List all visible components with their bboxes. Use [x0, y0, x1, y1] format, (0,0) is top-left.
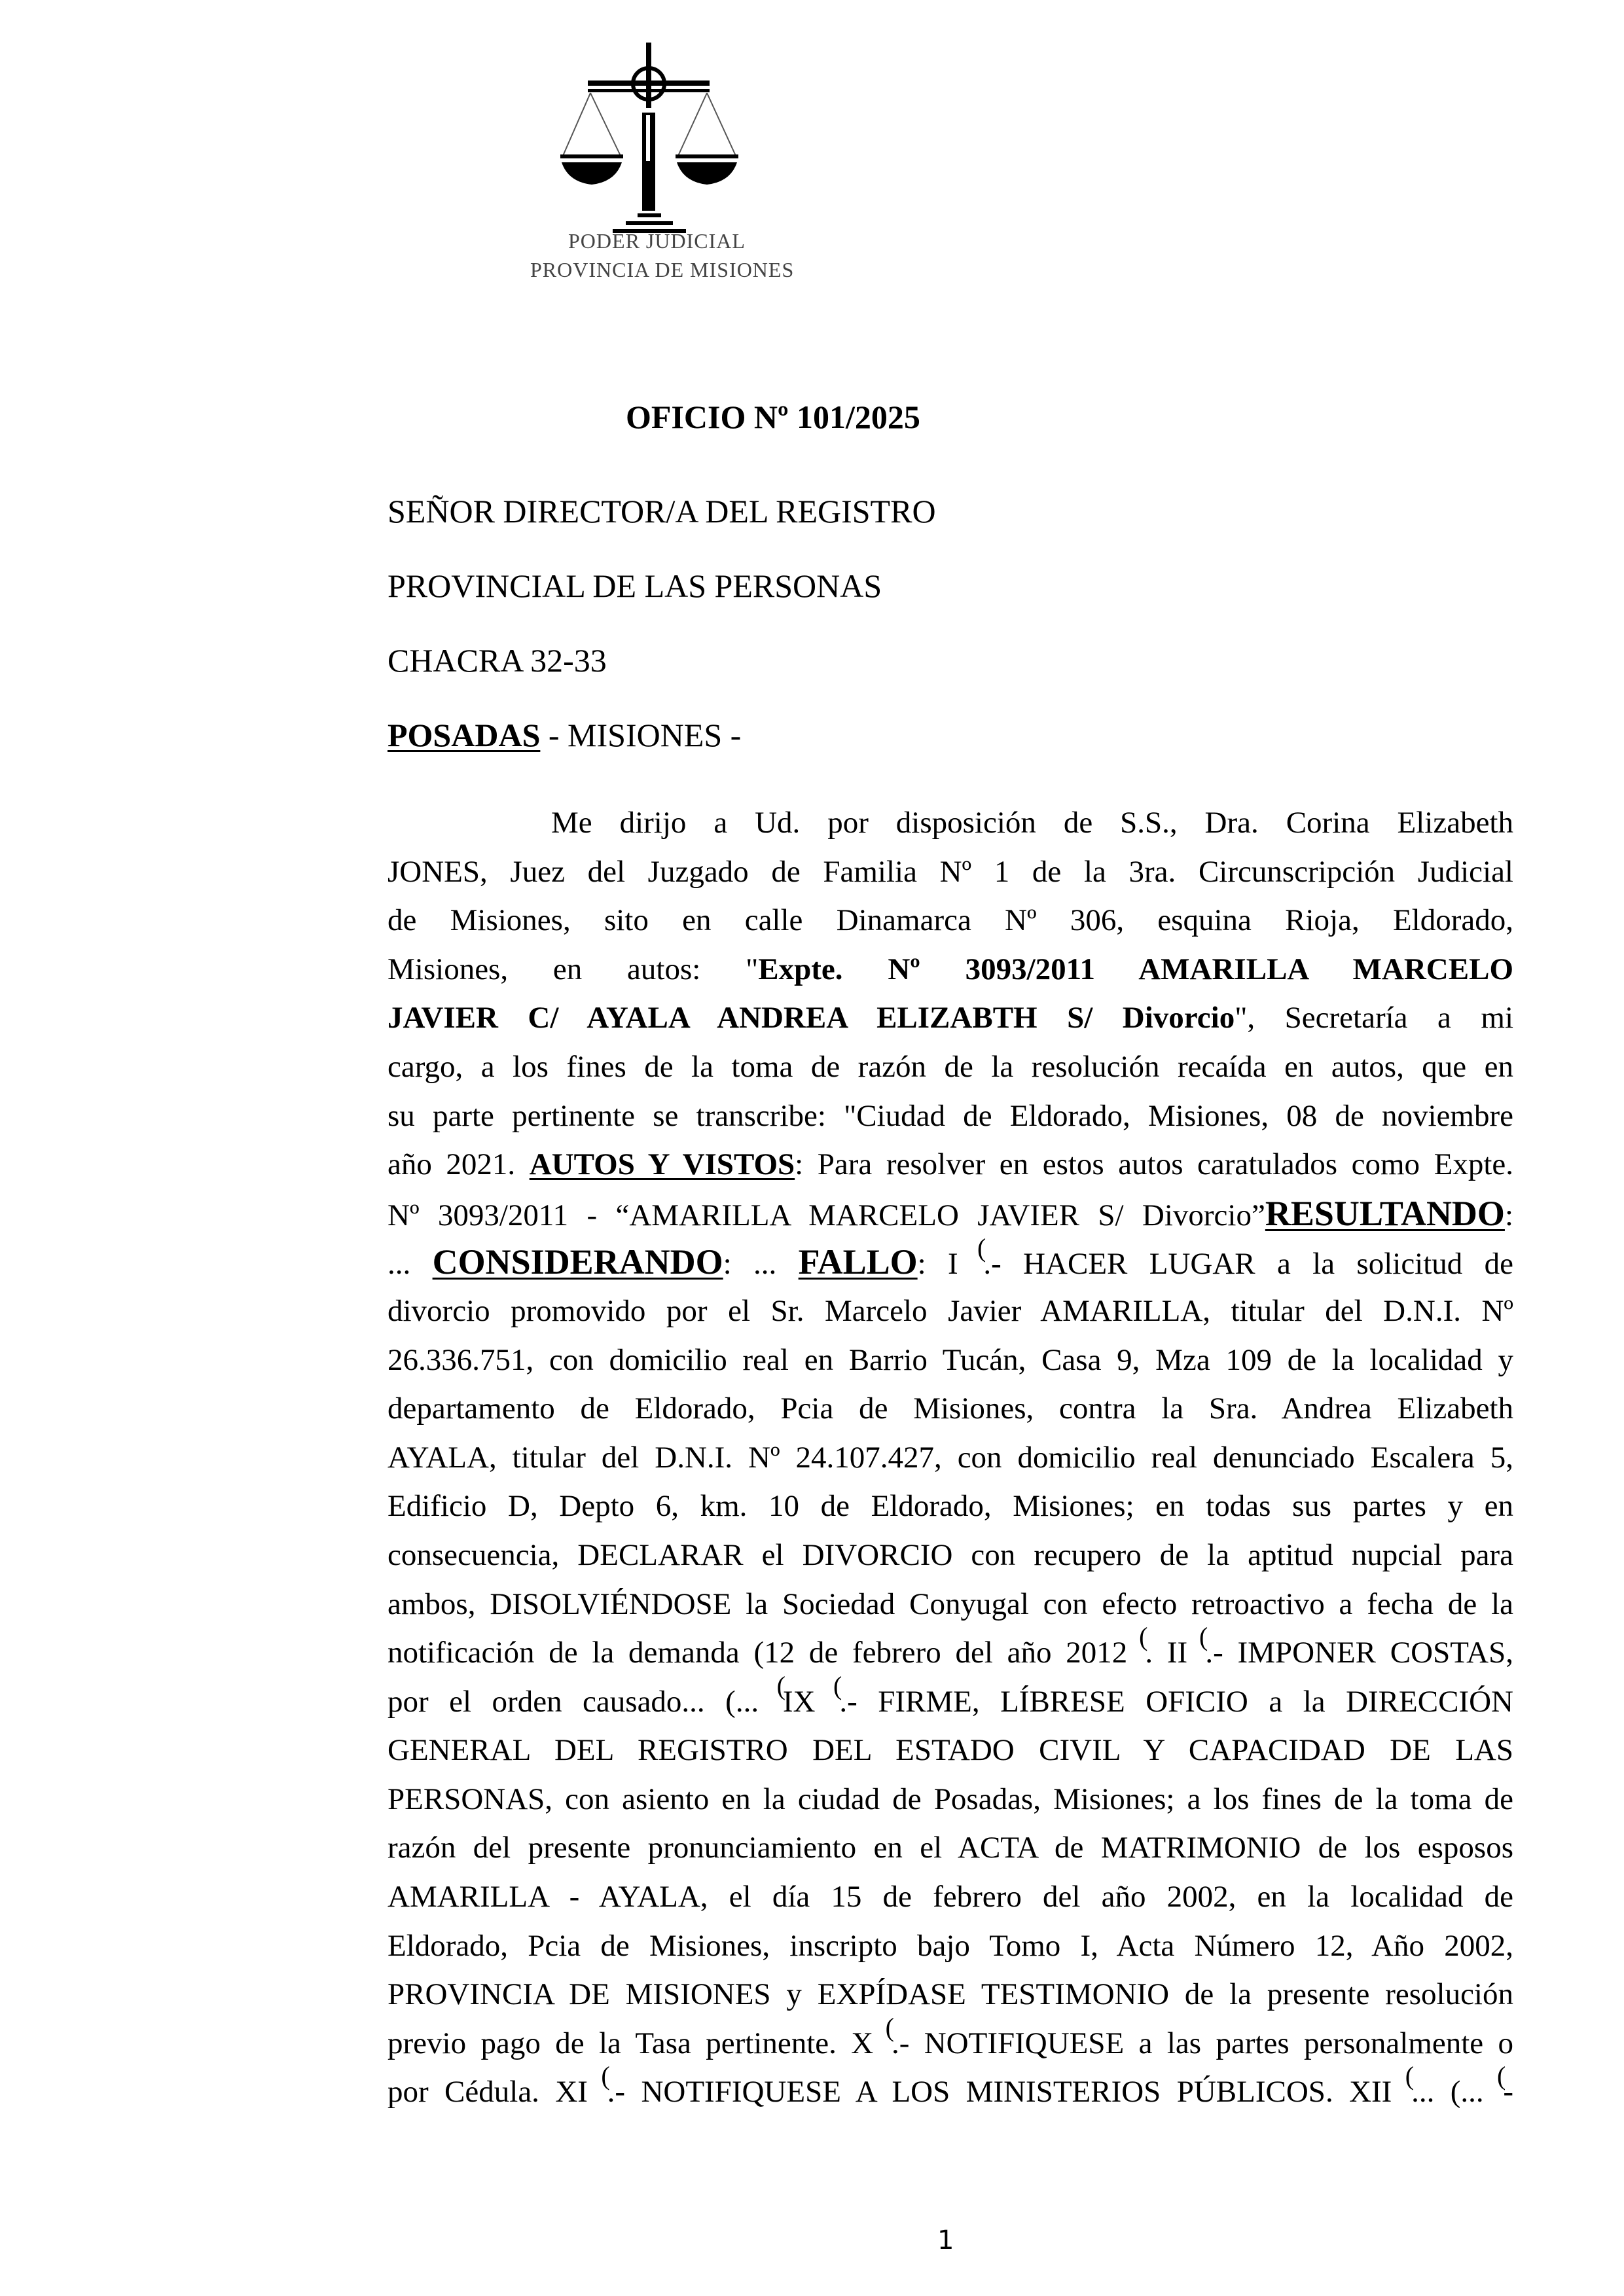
body-text: .- HACER LUGAR a la solicitud de: [983, 1247, 1513, 1282]
recipient-line-3: CHACRA 32-33: [388, 642, 607, 679]
body-line: su parte pertinente se transcribe: "Ciudad de Eldorado, Misiones, 08 de noviembre: [388, 1098, 1513, 1133]
body-text: .- NOTIFIQUESE A LOS MINISTERIOS PÚBLICOS. XII: [607, 2075, 1408, 2109]
body-text: Nº 3093/2011 - “AMARILLA MARCELO JAVIER S/ Divorcio”: [388, 1198, 1265, 1232]
body-line: divorcio promovido por el Sr. Marcelo Javier AMARILLA, titular del D.N.I. Nº: [388, 1293, 1513, 1328]
body-line: JONES, Juez del Juzgado de Familia Nº 1 de la 3ra. Circunscripción Judicial: [388, 854, 1513, 889]
recipient-city: POSADAS: [388, 717, 541, 753]
body-line: razón del presente pronunciamiento en el ACTA de MATRIMONIO de los esposos: [388, 1831, 1513, 1865]
body-line: de Misiones, sito en calle Dinamarca Nº 306, esquina Rioja, Eldorado,: [388, 903, 1513, 938]
body-text: ... (...: [1411, 2075, 1500, 2109]
court-logo: [504, 39, 805, 288]
case-reference-cont: JAVIER C/ AYALA ANDREA ELIZABTH S/ Divorcio: [388, 1001, 1235, 1035]
recipient-line-2: PROVINCIAL DE LAS PERSONAS: [388, 567, 882, 604]
body-line: [388, 994, 1513, 1043]
body-text: .- FIRME, LÍBRESE OFICIO a la DIRECCIÓN: [839, 1684, 1514, 1719]
body-text: por el orden causado... (...: [388, 1684, 780, 1719]
body-text: : Para resolver en estos autos caratulados como Expte.: [795, 1147, 1513, 1182]
scales-of-justice-icon: [550, 39, 746, 236]
body-text: : ...: [723, 1247, 799, 1282]
body-line: [388, 945, 1513, 994]
body-line: AMARILLA - AYALA, el día 15 de febrero del año 2002, en la localidad de: [388, 1880, 1513, 1914]
recipient-city-line: [388, 716, 741, 754]
body-text: Misiones, en autos: ": [388, 952, 759, 986]
document-body: [388, 798, 1513, 2117]
render-artifact-glyph: (: [776, 1670, 785, 1700]
body-line: [388, 1622, 1513, 1677]
page-number: 1: [937, 2225, 954, 2255]
body-line: 26.336.751, con domicilio real en Barrio Tucán, Casa 9, Mza 109 de la localidad y: [388, 1342, 1513, 1377]
heading-resultando: RESULTANDO: [1265, 1193, 1505, 1233]
body-text: por Cédula. XI: [388, 2075, 604, 2109]
render-artifact-glyph: (: [977, 1233, 986, 1263]
logo-caption-province: PROVINCIA DE MISIONES: [530, 258, 795, 281]
render-artifact-glyph: (: [885, 2012, 894, 2042]
render-artifact-glyph: (: [601, 2061, 610, 2091]
body-line: PERSONAS, con asiento en la ciudad de Posadas, Misiones; a los fines de la toma de: [388, 1782, 1513, 1816]
body-text: ...: [388, 1247, 433, 1282]
body-line: [388, 2012, 1514, 2068]
body-line: ambos, DISOLVIÉNDOSE la Sociedad Conyugal con efecto retroactivo a fecha de la: [388, 1587, 1513, 1621]
body-line: Eldorado, Pcia de Misiones, inscripto bajo Tomo I, Acta Número 12, Año 2002,: [388, 1928, 1513, 1963]
render-artifact-glyph: (: [1139, 1622, 1148, 1652]
body-text: -: [1503, 2075, 1513, 2109]
render-artifact-glyph: (: [1497, 2061, 1506, 2091]
body-line: Me dirijo a Ud. por disposición de S.S., Dra. Corina Elizabeth: [551, 806, 1513, 840]
case-reference: Expte. Nº 3093/2011 AMARILLA MARCELO: [758, 952, 1513, 986]
body-text: notificación de la demanda (12 de febrero del año 2012: [388, 1636, 1142, 1670]
body-text: .- IMPONER COSTAS,: [1205, 1636, 1513, 1670]
body-text: . II: [1145, 1636, 1202, 1670]
document-title: OFICIO Nº 101/2025: [626, 399, 920, 435]
body-line: AYALA, titular del D.N.I. Nº 24.107.427, con domicilio real denunciado Escalera 5,: [388, 1440, 1513, 1475]
render-artifact-glyph: (: [1199, 1622, 1208, 1652]
body-line: PROVINCIA DE MISIONES y EXPÍDASE TESTIMONIO de la presente resolución: [388, 1977, 1513, 2012]
body-text: ", Secretaría a mi: [1235, 1001, 1513, 1035]
body-line: Edificio D, Depto 6, km. 10 de Eldorado, Misiones; en todas sus partes y en: [388, 1489, 1513, 1524]
recipient-line-1: SEÑOR DIRECTOR/A DEL REGISTRO: [388, 493, 936, 529]
render-artifact-glyph: (: [833, 1670, 842, 1700]
body-line: [388, 1670, 1514, 1727]
body-line: [388, 1233, 1513, 1287]
body-text: previo pago de la Tasa pertinente. X: [388, 2026, 888, 2060]
heading-fallo: FALLO: [798, 1242, 918, 1282]
body-text: año 2021.: [388, 1147, 530, 1182]
logo-caption-institution: PODER JUDICIAL: [568, 229, 746, 253]
body-text: : I: [917, 1247, 981, 1282]
body-line: [388, 2061, 1513, 2117]
body-line: consecuencia, DECLARAR el DIVORCIO con recupero de la aptitud nupcial para: [388, 1537, 1513, 1572]
recipient-province: - MISIONES -: [540, 717, 742, 753]
render-artifact-glyph: (: [1405, 2061, 1415, 2091]
body-text: .- NOTIFIQUESE a las partes personalmente o: [891, 2026, 1514, 2060]
body-line: cargo, a los fines de la toma de razón de la resolución recaída en autos, que en: [388, 1049, 1513, 1084]
body-text: IX: [782, 1684, 836, 1719]
heading-considerando: CONSIDERANDO: [432, 1242, 723, 1282]
body-line: [388, 1140, 1513, 1189]
body-line: departamento de Eldorado, Pcia de Misiones, contra la Sra. Andrea Elizabeth: [388, 1391, 1513, 1426]
body-line: GENERAL DEL REGISTRO DEL ESTADO CIVIL Y CAPACIDAD DE LAS: [388, 1733, 1513, 1768]
body-line: [388, 1189, 1513, 1238]
body-text: :: [1504, 1198, 1513, 1232]
heading-autos-y-vistos: AUTOS Y VISTOS: [529, 1147, 795, 1182]
